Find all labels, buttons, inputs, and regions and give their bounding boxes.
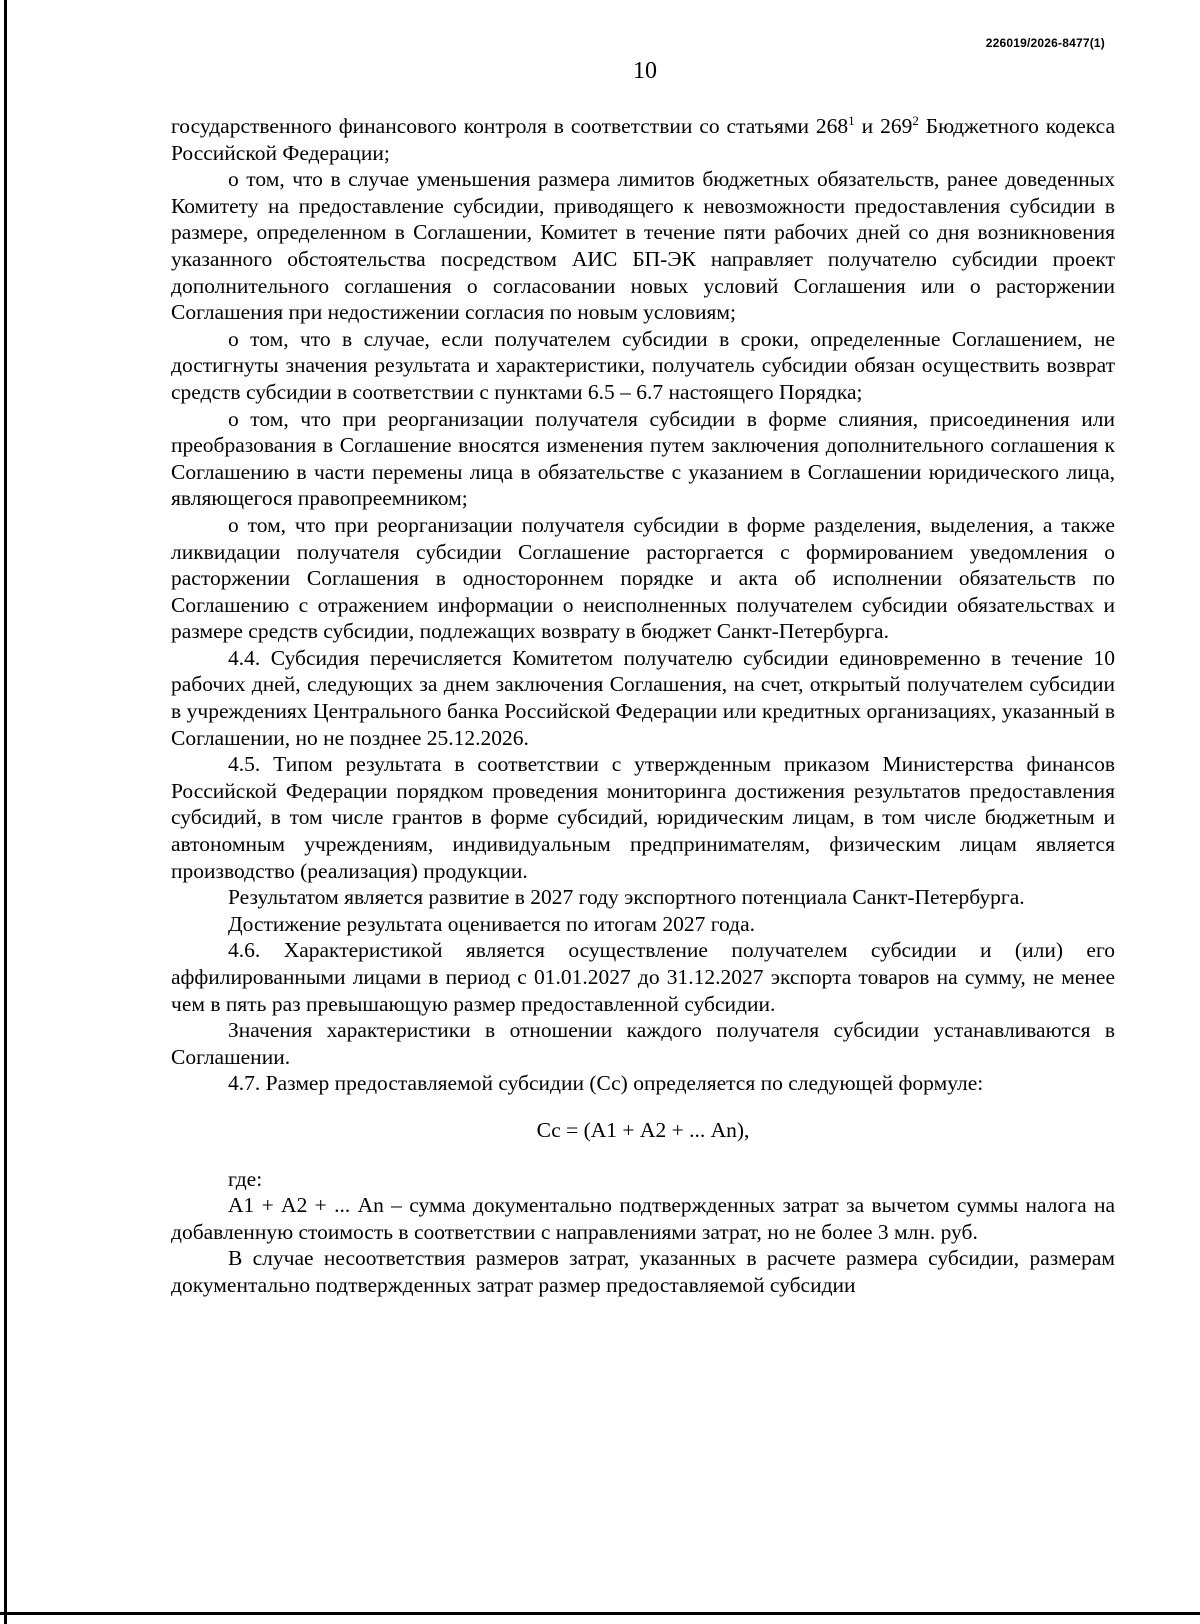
paragraph-cost-mismatch: В случае несоответствия размеров затрат, указанных в расчете размера субсидии, размерам документально подтвержденных затрат размер предоставляемой субсидии xyxy=(171,1246,1115,1297)
paragraph-reorganization-merger: о том, что при реорганизации получателя субсидии в форме слияния, присоединения или преобразования в Соглашение вносятся изменения путем заключения дополнительного соглашения к Соглашению в части перемены лица в обязательстве с указанием в Соглашении юридического лица, являющегося правопреемником; xyxy=(171,406,1115,511)
paragraph-where: где: xyxy=(228,1166,263,1191)
page-number: 10 xyxy=(633,58,657,84)
footnote-superscript: 1 xyxy=(848,112,855,128)
formula: Сс = (А1 + А2 + ... Аn), xyxy=(536,1117,750,1142)
paragraph-4-5-result-type: 4.5. Типом результата в соответствии с утвержденным приказом Министерства финансов Российской Федерации порядком проведения мониторинга достижения результатов предоставления субсидий, в том числе грантов в форме субсидий, юридическим лицам, в том числе бюджетным и автономным учреждениям, индивидуальным предпринимателям, физическим лицам является производство (реализация) продукции. xyxy=(171,752,1115,883)
paragraph-result-evaluation: Достижение результата оценивается по итогам 2027 года. xyxy=(228,911,755,936)
paragraph-4-4-transfer: 4.4. Субсидия перечисляется Комитетом получателю субсидии единовременно в течение 10 рабочих дней, следующих за днем заключения Соглашения, на счет, открытый получателем субсидии в учреждениях Центрального банка Российской Федерации или кредитных организациях, указанный в Соглашении, но не позднее 25.12.2026. xyxy=(171,645,1115,750)
paragraph-4-6-characteristic: 4.6. Характеристикой является осуществление получателем субсидии и (или) его аффилированными лицами в период с 01.01.2027 до 31.12.2027 экспорта товаров на сумму, не менее чем в пять раз превышающую размер предоставленной субсидии. xyxy=(171,938,1115,1016)
scan-left-border xyxy=(4,0,7,1624)
paragraph-limits-reduction: о том, что в случае уменьшения размера лимитов бюджетных обязательств, ранее доведенных Комитету на предоставление субсидии, приводящего к невозможности предоставления субсидии в размере, определенном в Соглашении, Комитет в течение пяти рабочих дней со дня возникновения указанного обстоятельства посредством АИС БП-ЭК направляет получателю субсидии проект дополнительного соглашения о согласовании новых условий Соглашения или о расторжении Соглашения при недостижении согласия по новым условиям; xyxy=(171,167,1115,325)
document-registration-number: 226019/2026-8477(1) xyxy=(985,36,1105,50)
paragraph-characteristic-values: Значения характеристики в отношении каждого получателя субсидии устанавливаются в Соглашении. xyxy=(171,1018,1115,1069)
paragraph-reorganization-division: о том, что при реорганизации получателя субсидии в форме разделения, выделения, а также ликвидации получателя субсидии Соглашение расторгается с формированием уведомления о расторжении Соглашения в одностороннем порядке и акта об исполнении обязательств по Соглашению с отражением информации о неисполненных получателем субсидии обязательствах и размере средств субсидии, подлежащих возврату в бюджет Санкт-Петербурга. xyxy=(171,512,1115,644)
footnote-superscript: 2 xyxy=(912,112,919,128)
scan-bottom-border xyxy=(0,1612,1200,1615)
paragraph-results-not-achieved: о том, что в случае, если получателем субсидии в сроки, определенные Соглашением, не достигнуты значения результата и характеристики, получатель субсидии обязан осуществить возврат средств субсидии в соответствии с пунктами 6.5 – 6.7 настоящего Порядка; xyxy=(171,326,1115,404)
paragraph-budget-control: государственного финансового контроля в соответствии со статьями $268^1$ и $269^2$ Бюджетного кодекса Российской Федерации; xyxy=(171,112,1116,165)
paragraph-costs-definition: А1 + А2 + ... Аn – сумма документально подтвержденных затрат за вычетом суммы налога на добавленную стоимость в соответствии с направлениями затрат, но не более 3 млн. руб. xyxy=(171,1193,1115,1244)
paragraph-result: Результатом является развитие в 2027 году экспортного потенциала Санкт-Петербурга. xyxy=(228,885,1025,910)
document-body xyxy=(171,113,1115,1299)
paragraph-4-7-formula-intro: 4.7. Размер предоставляемой субсидии (Сс) определяется по следующей формуле: xyxy=(228,1071,984,1096)
